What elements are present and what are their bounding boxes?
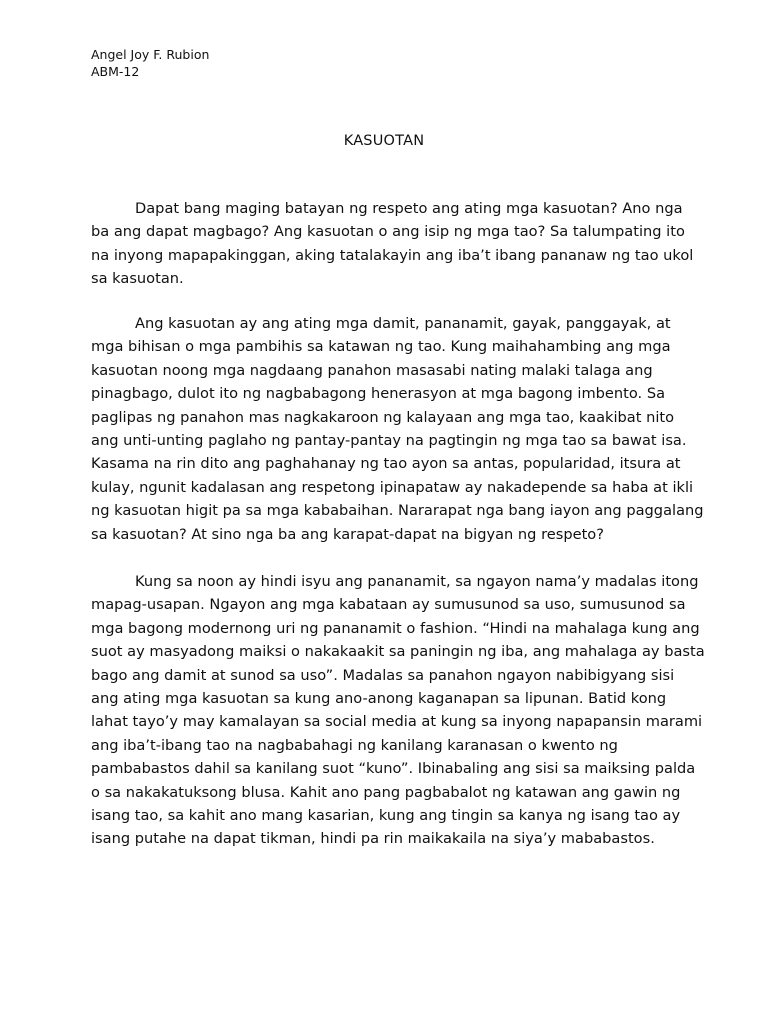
paragraph-line: pinagbago, dulot ito ng nagbabagong henerasyon at mga bagong imbento. Sa xyxy=(91,385,666,403)
paragraph-line: suot ay masyadong maiksi o nakakaakit sa paningin ng iba, ang mahalaga ay basta xyxy=(91,643,705,661)
paragraph-3 xyxy=(91,570,705,851)
author-section: ABM-12 xyxy=(91,64,140,79)
paragraph-line: sa kasuotan? At sino nga ba ang karapat-dapat na bigyan ng respeto? xyxy=(91,525,604,543)
paragraph-line: Dapat bang maging batayan ng respeto ang ating mga kasuotan? Ano nga xyxy=(135,200,683,217)
paragraph-line: Kung sa noon ay hindi isyu ang pananamit, sa ngayon nama’y madalas itong xyxy=(135,573,699,590)
paragraph-line: mapag-usapan. Ngayon ang mga kabataan ay sumusunod sa uso, sumusunod sa xyxy=(91,596,686,614)
paragraph-1 xyxy=(91,197,694,291)
author-name: Angel Joy F. Rubion xyxy=(91,47,210,62)
paragraph-line: ang ating mga kasuotan sa kung ano-anong kaganapan sa lipunan. Batid kong xyxy=(91,690,667,708)
paragraph-line: Kasama na rin dito ang paghahanay ng tao ayon sa antas, popularidad, itsura at xyxy=(91,455,681,473)
paragraph-2 xyxy=(91,312,704,546)
paragraph-line: o sa nakakatuksong blusa. Kahit ano pang pagbabalot ng katawan ang gawin ng xyxy=(91,783,681,801)
author-block xyxy=(91,46,209,80)
paragraph-line: na inyong mapapakinggan, aking tatalakayin ang iba’t ibang pananaw ng tao ukol xyxy=(91,246,694,264)
paragraph-line: paglipas ng panahon mas nagkakaroon ng kalayaan ang mga tao, kaakibat nito xyxy=(91,408,675,426)
paragraph-line: bago ang damit at sunod sa uso”. Madalas sa panahon ngayon nabibigyang sisi xyxy=(91,666,675,684)
paragraph-line: kasuotan noong mga nagdaang panahon masasabi nating malaki talaga ang xyxy=(91,361,653,379)
paragraph-line: lahat tayo’y may kamalayan sa social media at kung sa inyong napapansin marami xyxy=(91,713,703,731)
paragraph-line: sa kasuotan. xyxy=(91,270,184,288)
paragraph-line: ang unti-unting paglaho ng pantay-pantay na pagtingin ng mga tao sa bawat isa. xyxy=(91,432,687,450)
paragraph-line: kulay, ngunit kadalasan ang respetong ipinapataw ay nakadepende sa haba at ikli xyxy=(91,478,694,496)
paragraph-line: ba ang dapat magbago? Ang kasuotan o ang isip ng mga tao? Sa talumpating ito xyxy=(91,223,685,241)
paragraph-line: ang iba’t-ibang tao na nagbabahagi ng kanilang karanasan o kwento ng xyxy=(91,736,618,754)
paragraph-line: mga bihisan o mga pambihis sa katawan ng tao. Kung maihahambing ang mga xyxy=(91,338,671,356)
paragraph-line: isang tao, sa kahit ano mang kasarian, kung ang tingin sa kanya ng isang tao ay xyxy=(91,807,681,825)
paragraph-line: Ang kasuotan ay ang ating mga damit, pananamit, gayak, panggayak, at xyxy=(135,315,671,332)
document-title: KASUOTAN xyxy=(343,133,425,149)
paragraph-line: isang putahe na dapat tikman, hindi pa rin maikakaila na siya’y mababastos. xyxy=(91,830,655,848)
paragraph-line: ng kasuotan higit pa sa mga kababaihan. Nararapat nga bang iayon ang paggalang xyxy=(91,502,704,520)
paragraph-line: mga bagong modernong uri ng pananamit o fashion. “Hindi na mahalaga kung ang xyxy=(91,619,700,637)
paragraph-line: pambabastos dahil sa kanilang suot “kuno”. Ibinabaling ang sisi sa maiksing palda xyxy=(91,760,696,778)
